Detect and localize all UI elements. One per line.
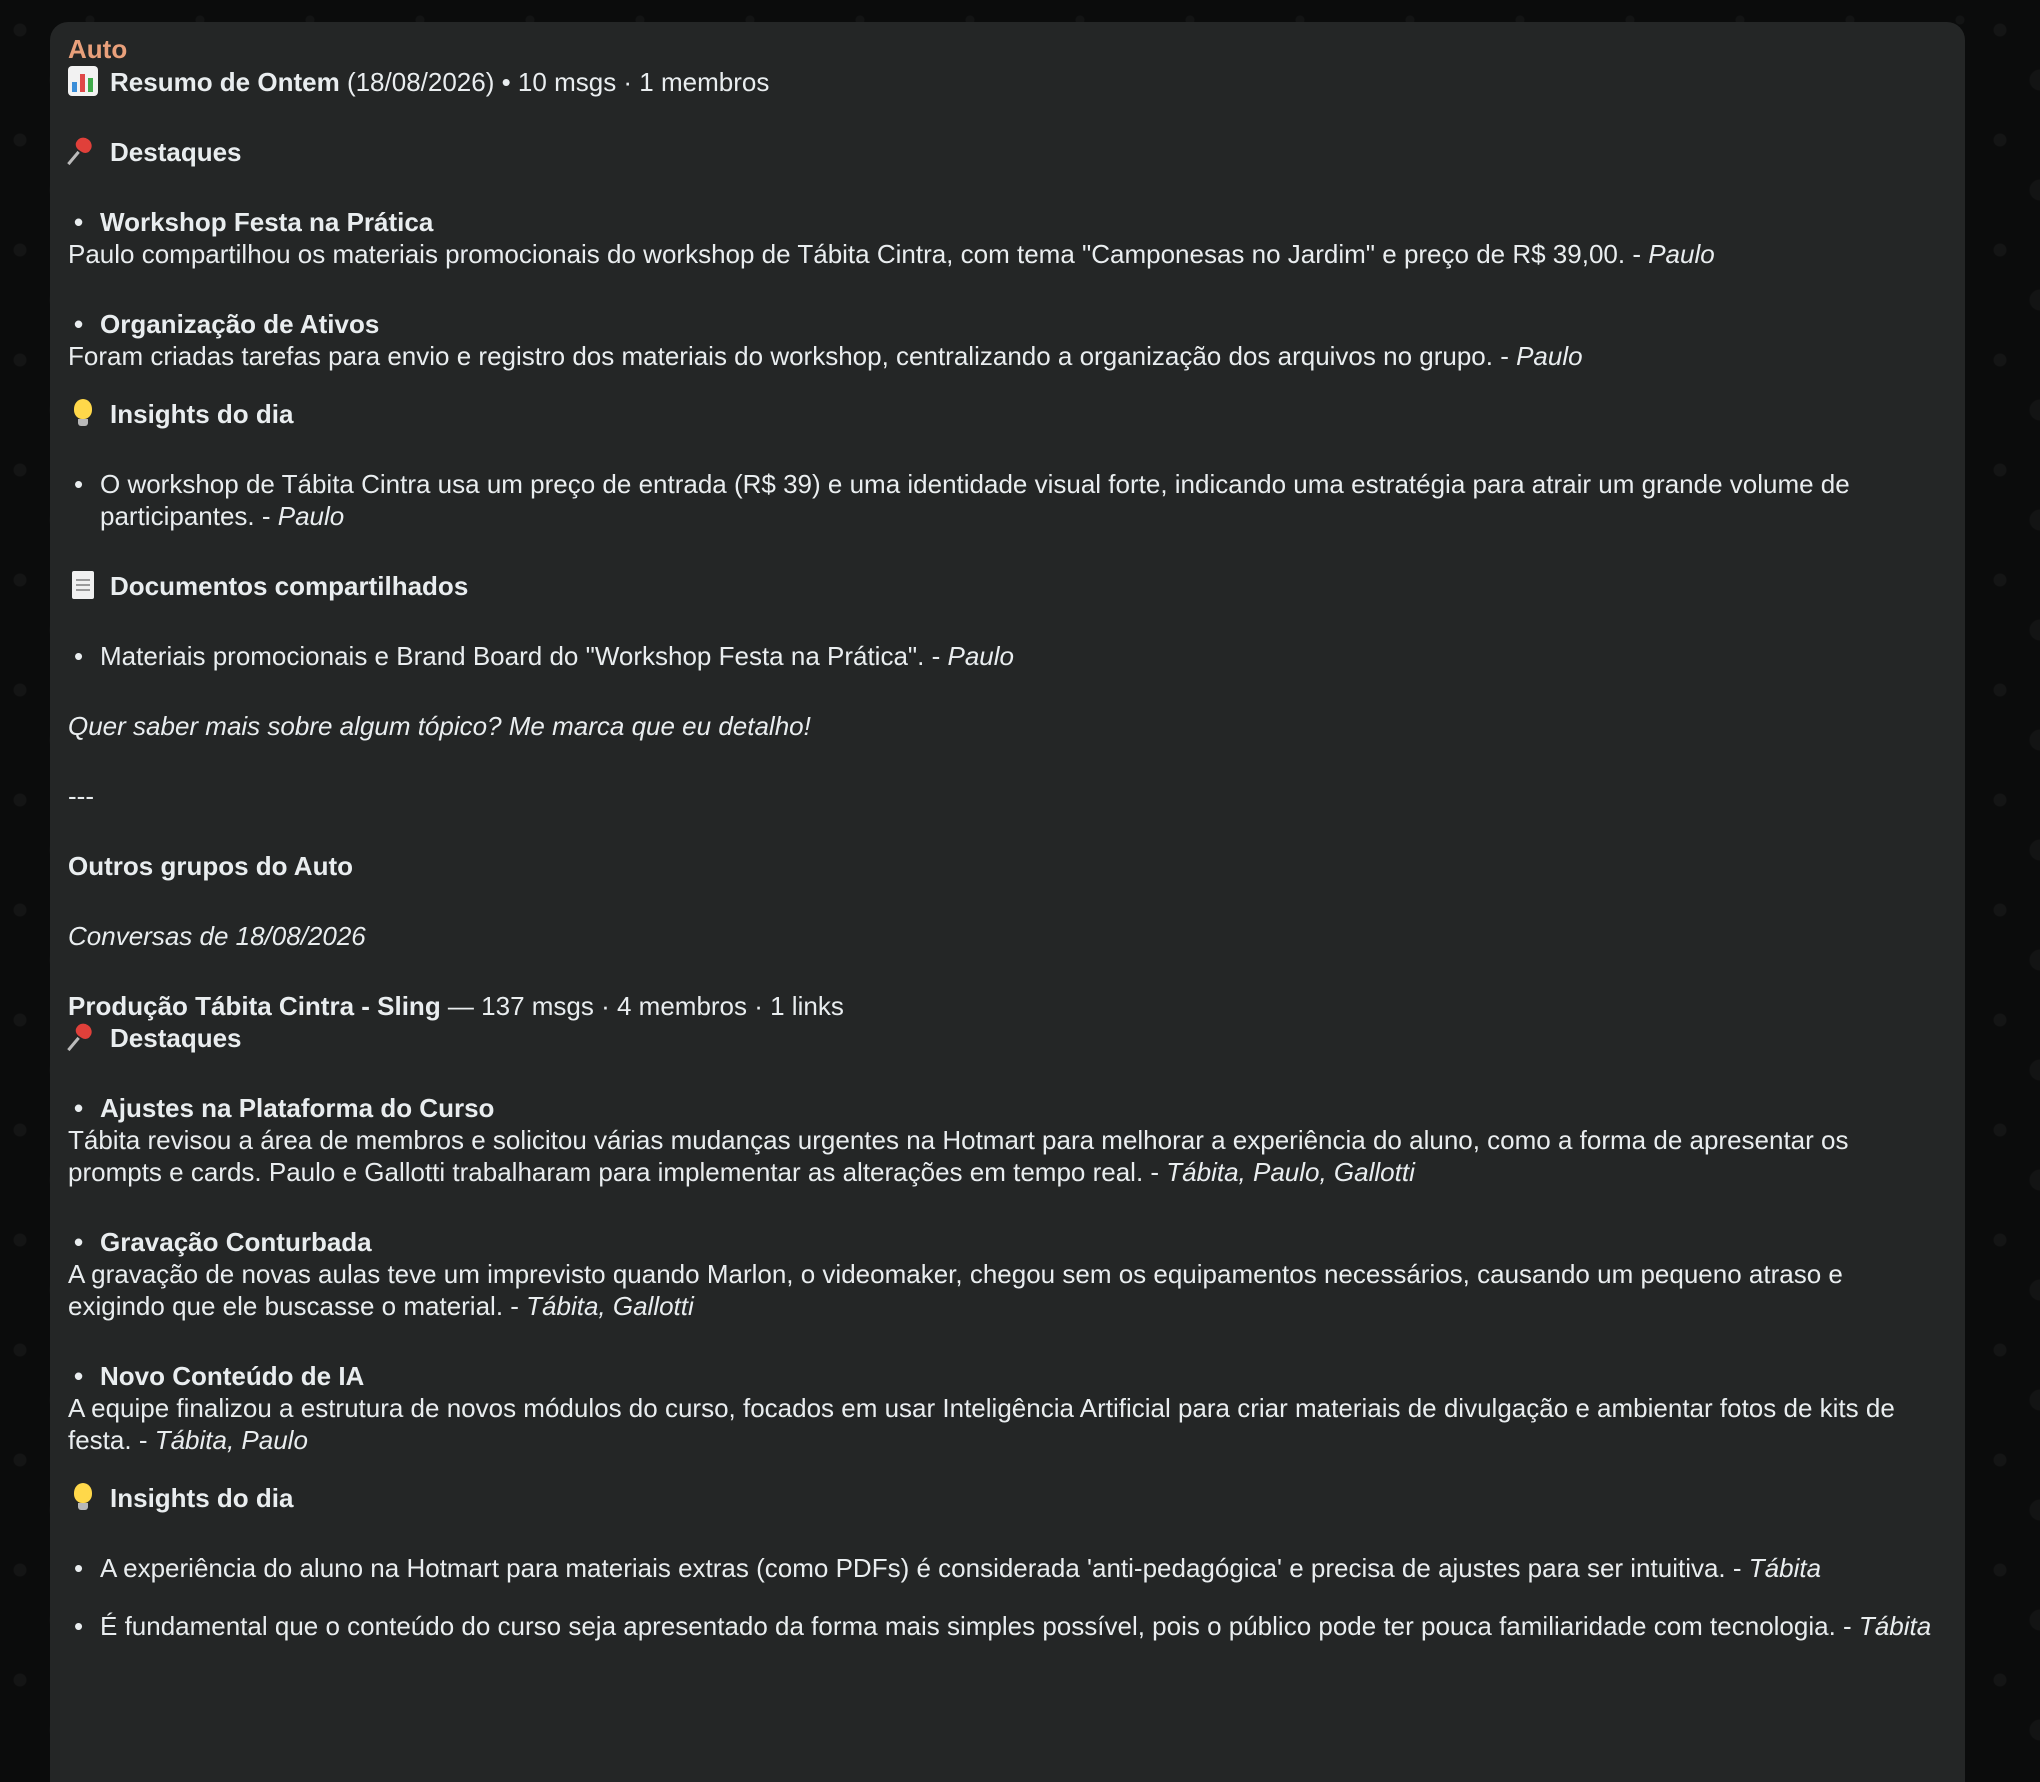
list-item-body: Foram criadas tarefas para envio e registro dos materiais do workshop, centralizando a organização dos arquivos no grupo. - Paulo	[68, 341, 1583, 371]
list-item-body: A gravação de novas aulas teve um imprevisto quando Marlon, o videomaker, chegou sem os equipamentos necessários, causando um pequeno atraso e exigindo que ele buscasse o material. - Tábita, Gallotti	[68, 1259, 1843, 1321]
pushpin-icon	[68, 1022, 98, 1052]
bar-chart-icon	[68, 66, 98, 96]
author: Tábita, Paulo	[154, 1425, 308, 1455]
section-destaques-label: Destaques	[110, 137, 242, 167]
list-item: • É fundamental que o conteúdo do curso seja apresentado da forma mais simples possível, pois o público pode ter pouca familiaridade com tecnologia. - Tábita	[100, 1610, 1945, 1642]
list-item-body: Paulo compartilhou os materiais promocionais do workshop de Tábita Cintra, com tema "Camponesas no Jardim" e preço de R$ 39,00. - Paulo	[68, 239, 1715, 269]
section-insights-label: Insights do dia	[110, 1483, 294, 1513]
insights-list	[68, 468, 1945, 532]
author: Tábita	[1858, 1611, 1932, 1641]
section-docs	[68, 570, 1945, 602]
destaques-list	[68, 1226, 1945, 1258]
destaques-list	[68, 206, 1945, 238]
insights-list	[68, 1610, 1945, 1642]
divider-text: ---	[68, 781, 94, 811]
call-to-action: Quer saber mais sobre algum tópico? Me marca que eu detalho!	[68, 711, 811, 741]
author: Tábita	[1748, 1553, 1822, 1583]
list-item: • O workshop de Tábita Cintra usa um preço de entrada (R$ 39) e uma identidade visual forte, indicando uma estratégia para atrair um grande volume de participantes. - Paulo	[100, 468, 1945, 532]
section-destaques-2	[68, 1022, 1945, 1054]
destaques-list	[68, 1092, 1945, 1124]
docs-list	[68, 640, 1945, 672]
list-item-body: Tábita revisou a área de membros e solicitou várias mudanças urgentes na Hotmart para melhorar a experiência do aluno, como a forma de apresentar os prompts e cards. Paulo e Gallotti trabalharam para implementar as alterações em tempo real. - Tábita, Paulo, Gallotti	[68, 1125, 1849, 1187]
author: Paulo	[1648, 239, 1715, 269]
sender-name[interactable]: Auto	[68, 34, 128, 64]
message-bubble[interactable]	[50, 22, 1965, 1782]
section-destaques-label: Destaques	[110, 1023, 242, 1053]
destaques-list	[68, 1360, 1945, 1392]
section-insights-2	[68, 1482, 1945, 1514]
summary-title: Resumo de Ontem	[110, 67, 340, 97]
others-title: Outros grupos do Auto	[68, 851, 353, 881]
light-bulb-icon	[68, 1482, 98, 1512]
list-item-title: • Workshop Festa na Prática	[100, 206, 1945, 238]
list-item: • Materiais promocionais e Brand Board do "Workshop Festa na Prática". - Paulo	[100, 640, 1945, 672]
summary-meta: (18/08/2026) • 10 msgs · 1 membros	[339, 67, 770, 97]
section-destaques	[68, 136, 1945, 168]
section-insights-label: Insights do dia	[110, 399, 294, 429]
list-item-title: • Organização de Ativos	[100, 308, 1945, 340]
pushpin-icon	[68, 136, 98, 166]
author: Paulo	[277, 501, 345, 531]
document-icon	[68, 570, 98, 600]
list-item-body: A equipe finalizou a estrutura de novos módulos do curso, focados em usar Inteligência Artificial para criar materiais de divulgação e ambientar fotos de kits de festa. - Tábita, Paulo	[68, 1393, 1895, 1455]
list-item-title: • Ajustes na Plataforma do Curso	[100, 1092, 1945, 1124]
author: Tábita, Gallotti	[526, 1291, 694, 1321]
group-meta: — 137 msgs · 4 membros · 1 links	[440, 991, 844, 1021]
author: Paulo	[1516, 341, 1583, 371]
group-header	[68, 990, 1945, 1022]
others-date: Conversas de 18/08/2026	[68, 921, 366, 951]
insights-list	[68, 1552, 1945, 1584]
section-docs-label: Documentos compartilhados	[110, 571, 469, 601]
author: Paulo	[947, 641, 1014, 671]
list-item: • A experiência do aluno na Hotmart para materiais extras (como PDFs) é considerada 'anti-pedagógica' e precisa de ajustes para ser intuitiva. - Tábita	[100, 1552, 1945, 1584]
list-item-title: • Gravação Conturbada	[100, 1226, 1945, 1258]
list-item-title: • Novo Conteúdo de IA	[100, 1360, 1945, 1392]
group-name: Produção Tábita Cintra - Sling	[68, 991, 441, 1021]
summary-header	[68, 66, 1945, 98]
light-bulb-icon	[68, 398, 98, 428]
destaques-list	[68, 308, 1945, 340]
section-insights	[68, 398, 1945, 430]
author: Tábita, Paulo, Gallotti	[1166, 1157, 1415, 1187]
